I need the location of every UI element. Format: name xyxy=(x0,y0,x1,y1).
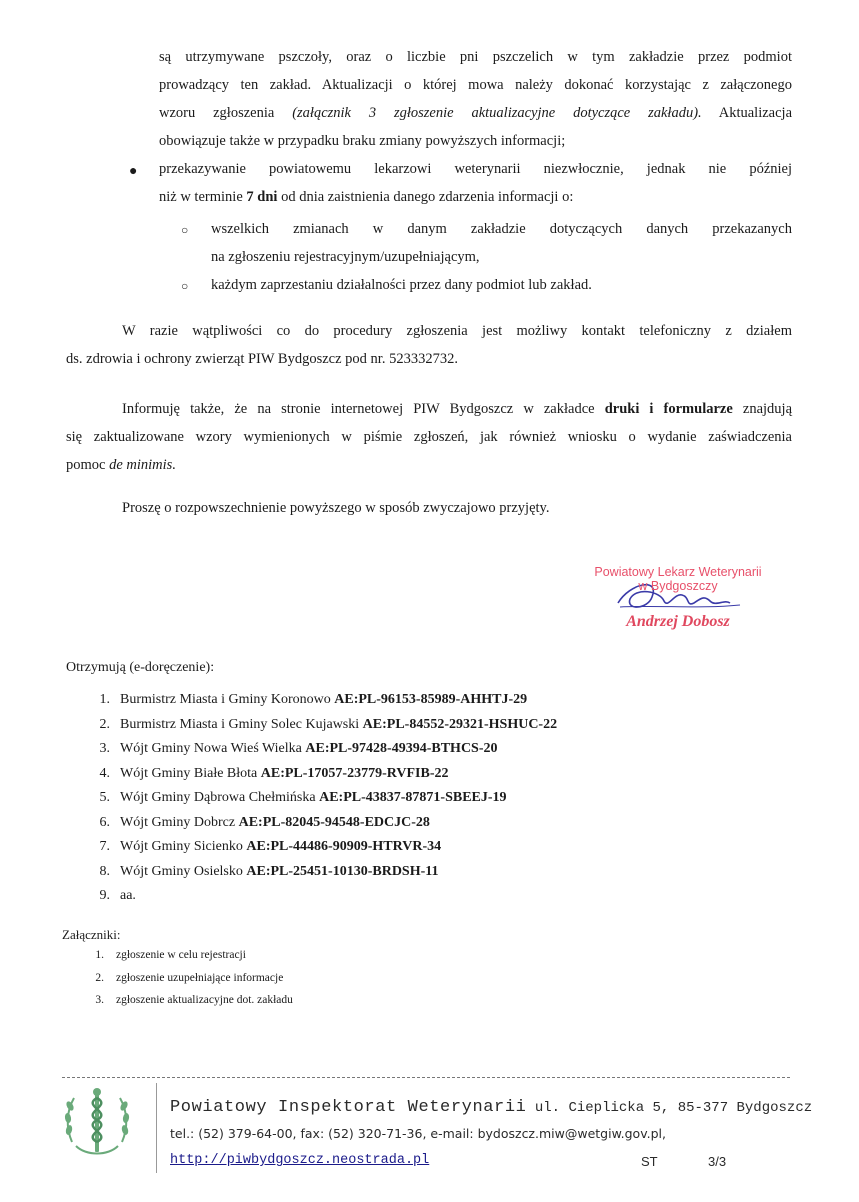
recipient-name: Burmistrz Miasta i Gminy Solec Kujawski xyxy=(120,716,360,732)
text-line xyxy=(159,99,792,127)
text-fragment: pomoc xyxy=(66,457,106,473)
recipient-address-code: AE:PL-44486-90909-HTRVR-34 xyxy=(246,839,442,854)
institution-name: Powiatowy Inspektorat Weterynarii xyxy=(170,1098,527,1117)
recipient-number: 2. xyxy=(99,716,110,732)
bullet-item-notification xyxy=(159,155,792,211)
attachment-text: zgłoszenie aktualizacyjne dot. zakładu xyxy=(116,994,293,1006)
text-fragment: znajdują xyxy=(742,401,793,417)
recipient-name: Wójt Gminy Białe Błota xyxy=(120,765,258,781)
attachment-number: 3. xyxy=(95,994,104,1006)
institution-address: ul. Cieplicka 5, 85-377 Bydgoszcz xyxy=(534,1100,813,1116)
text-fragment: niż w terminie xyxy=(159,189,243,205)
recipient-name: Wójt Gminy Nowa Wieś Wielka xyxy=(120,741,302,756)
signature-stamp xyxy=(578,565,778,629)
attachments-heading: Załączniki: xyxy=(62,927,121,942)
sub-bullet-marker: ○ xyxy=(181,279,189,293)
text-fragment: Informuję także, że na stronie internetowej PIW Bydgoszcz w zakładce xyxy=(122,401,595,417)
recipient-name: Wójt Gminy Sicienko xyxy=(120,839,243,854)
attachment-reference: (załącznik 3 zgłoszenie aktualizacyjne dotyczące zakładu). xyxy=(292,105,702,121)
recipient-address-code: AE:PL-25451-10130-BRDSH-11 xyxy=(246,863,439,879)
footer-vertical-rule xyxy=(156,1083,157,1173)
recipient-number: 6. xyxy=(99,814,110,830)
footer-contact: tel.: (52) 379-64-00, fax: (52) 320-71-36, e-mail: bydoszcz.miw@wetgiw.gov.pl, xyxy=(170,1126,666,1141)
recipient-text xyxy=(120,886,136,906)
bullet-marker: ● xyxy=(129,164,138,179)
recipient-number: 5. xyxy=(99,790,110,805)
text-line: się zaktualizowane wzory wymienionych w piśmie zgłoszeń, jak również wniosku o wydanie zaświadczenia xyxy=(66,429,792,445)
text-line: obowiązuje także w przypadku braku zmiany powyższych informacji; xyxy=(159,133,566,149)
paragraph-forms-info xyxy=(66,395,792,479)
signature-title: Powiatowy Lekarz Weterynarii xyxy=(594,565,762,579)
recipient-address-code: AE:PL-97428-49394-BTHCS-20 xyxy=(305,741,498,756)
recipient-text xyxy=(120,690,527,710)
recipient-address-code: AE:PL-84552-29321-HSHUC-22 xyxy=(362,716,558,732)
text-line xyxy=(66,451,792,479)
text-line: W razie wątpliwości co do procedury zgłoszenia jest możliwy kontakt telefoniczny z działem xyxy=(122,323,792,339)
recipient-number: 9. xyxy=(99,888,110,903)
veterinary-caduceus-logo-icon xyxy=(62,1084,132,1164)
recipients-heading: Otrzymują (e-doręczenie): xyxy=(66,660,215,675)
text-fragment: Aktualizacja xyxy=(718,105,793,121)
paragraph-update-requirement xyxy=(159,43,792,155)
text-line: wszelkich zmianach w danym zakładzie dotyczących danych przekazanych xyxy=(211,221,792,237)
recipient-number: 1. xyxy=(99,692,110,707)
deadline-bold: 7 dni xyxy=(246,189,278,205)
recipient-number: 8. xyxy=(99,863,110,879)
recipient-address-code: AE:PL-43837-87871-SBEEJ-19 xyxy=(319,790,507,805)
text-line: Proszę o rozpowszechnienie powyższego w sposób zwyczajowo przyjęty. xyxy=(122,500,550,516)
recipient-number: 3. xyxy=(99,741,110,756)
recipient-text xyxy=(120,739,498,759)
attachment-text: zgłoszenie w celu rejestracji xyxy=(116,949,246,961)
sub-bullet-changes xyxy=(211,215,792,271)
text-line: są utrzymywane pszczoły, oraz o liczbie pni pszczelich w tym zakładzie przez podmiot xyxy=(159,49,792,65)
recipient-name: Wójt Gminy Dobrcz xyxy=(120,814,236,830)
paragraph-contact xyxy=(66,317,792,373)
attachment-number: 2. xyxy=(95,971,104,984)
recipient-text xyxy=(120,788,507,808)
attachment-number: 1. xyxy=(95,949,104,961)
recipient-name: Burmistrz Miasta i Gminy Koronowo xyxy=(120,692,331,707)
text-line: przekazywanie powiatowemu lekarzowi weterynarii niezwłocznie, jednak nie później xyxy=(159,161,792,177)
recipient-number: 4. xyxy=(99,765,110,781)
recipient-text xyxy=(120,862,439,882)
recipient-name: Wójt Gminy Dąbrowa Chełmińska xyxy=(120,790,316,805)
text-line xyxy=(159,183,792,211)
recipient-address-code: AE:PL-96153-85989-AHHTJ-29 xyxy=(334,692,528,707)
recipient-name: aa. xyxy=(120,888,136,903)
recipient-name: Wójt Gminy Osielsko xyxy=(120,863,243,879)
text-line: prowadzący ten zakład. Aktualizacji o której mowa należy dokonać korzystając z załączonego xyxy=(159,77,792,93)
footer-institution xyxy=(170,1098,812,1117)
text-fragment: wzoru zgłoszenia xyxy=(159,105,275,121)
de-minimis-italic: de minimis. xyxy=(109,457,176,473)
recipient-text xyxy=(120,813,430,833)
recipient-address-code: AE:PL-17057-23779-RVFIB-22 xyxy=(260,765,449,781)
signatory-name: Andrzej Dobosz xyxy=(626,613,730,630)
text-line: każdym zaprzestaniu działalności przez dany podmiot lub zakład. xyxy=(211,277,592,293)
sub-bullet-marker: ○ xyxy=(181,223,189,237)
signature-city: w Bydgoszczy xyxy=(638,579,718,593)
recipient-text xyxy=(120,764,448,784)
recipient-number: 7. xyxy=(99,839,110,854)
attachment-text: zgłoszenie uzupełniające informacje xyxy=(116,971,284,984)
document-code: ST xyxy=(641,1154,658,1169)
recipient-address-code: AE:PL-82045-94548-EDCJC-28 xyxy=(238,814,430,830)
text-line: na zgłoszeniu rejestracyjnym/uzupełniającym, xyxy=(211,249,480,265)
recipient-text xyxy=(120,715,557,735)
paragraph-distribution xyxy=(122,494,792,522)
text-line xyxy=(66,395,792,423)
recipient-text xyxy=(120,837,441,857)
text-line: ds. zdrowia i ochrony zwierząt PIW Bydgoszcz pod nr. 523332732. xyxy=(66,351,458,367)
forms-section-bold: druki i formularze xyxy=(604,401,733,417)
page-number: 3/3 xyxy=(708,1154,727,1169)
sub-bullet-cessation xyxy=(211,271,792,299)
footer-divider xyxy=(62,1077,790,1078)
website-link[interactable]: http://piwbydgoszcz.neostrada.pl xyxy=(170,1153,430,1168)
text-fragment: od dnia zaistnienia danego zdarzenia informacji o: xyxy=(281,189,574,205)
